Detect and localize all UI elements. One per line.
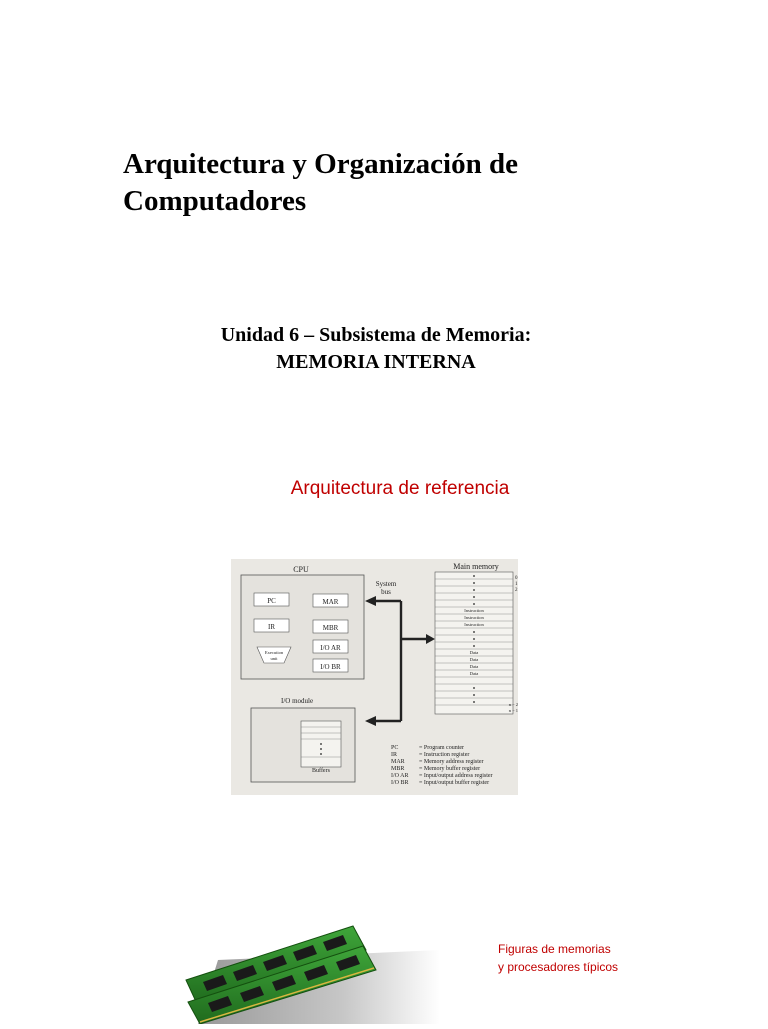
memory-address-n-1: n − 1 [508,708,518,713]
system-bus-label-2: bus [381,588,391,596]
bus-arrow-memory [426,634,435,644]
legend-desc-mar: = Memory address register [419,759,484,765]
legend-desc-io-ar: = Input/output address register [419,773,493,779]
bus-arrow-io [365,716,376,726]
unit-line-2: MEMORIA INTERNA [276,351,476,373]
figure-caption [498,940,618,976]
caption-line-1: Figuras de memorias [498,942,611,956]
register-io-br-label: I/O BR [320,663,341,671]
legend-desc-pc: = Program counter [419,745,465,751]
register-pc-label: PC [267,597,276,605]
legend-abbr-pc: PC [391,745,399,751]
legend-abbr-ir: IR [391,752,397,758]
register-legend [391,745,493,786]
main-memory-label: Main memory [453,562,499,571]
legend-abbr-mar: MAR [391,759,405,765]
system-bus-lines [375,601,427,721]
memory-row-data-1: Data [469,650,479,655]
memory-row-instruction-3: Instruction [464,622,484,627]
unit-heading [150,322,602,376]
caption-line-2: y procesadores típicos [498,960,619,974]
section-heading: Arquitectura de referencia [290,478,510,499]
memory-address-0: 0 [515,576,518,581]
bus-arrow-cpu [365,596,376,606]
legend-desc-ir: = Instruction register [419,752,470,758]
memory-address-1: 1 [515,582,518,587]
cpu-label: CPU [293,565,309,574]
unit-line-1: Unidad 6 – Subsistema de Memoria: [220,324,532,346]
architecture-diagram [231,559,518,795]
ram-modules-svg [178,910,440,1024]
memory-row-data-2: Data [469,657,479,662]
execution-unit-label-2: unit [270,656,278,661]
memory-address-n-2: n − 2 [508,702,518,707]
system-bus-label-1: System [375,580,397,588]
register-ir-label: IR [268,623,275,631]
document-title [123,146,683,220]
title-line-2: Computadores [123,185,307,217]
register-mbr-label: MBR [322,624,339,632]
memory-row-instruction-1: Instruction [464,608,484,613]
register-mar-label: MAR [322,598,339,606]
memory-row-instruction-2: Instruction [464,615,484,620]
legend-desc-io-br: = Input/output buffer register [419,780,490,786]
legend-abbr-mbr: MBR [391,766,405,772]
legend-desc-mbr: = Memory buffer register [419,766,481,772]
memory-row-data-4: Data [469,671,479,676]
architecture-diagram-svg [231,559,518,795]
memory-row-data-3: Data [469,664,479,669]
title-line-1: Arquitectura y Organización de [123,148,518,180]
legend-abbr-io-br: I/O BR [391,780,409,786]
register-io-ar-label: I/O AR [320,644,341,652]
memory-box [435,572,513,714]
memory-address-2: 2 [515,588,518,593]
ram-modules-image [178,910,440,1024]
legend-abbr-io-ar: I/O AR [391,773,409,779]
execution-unit-label-1: Execution [264,650,284,655]
buffers-label: Buffers [312,768,330,774]
io-module-label: I/O module [281,697,314,705]
